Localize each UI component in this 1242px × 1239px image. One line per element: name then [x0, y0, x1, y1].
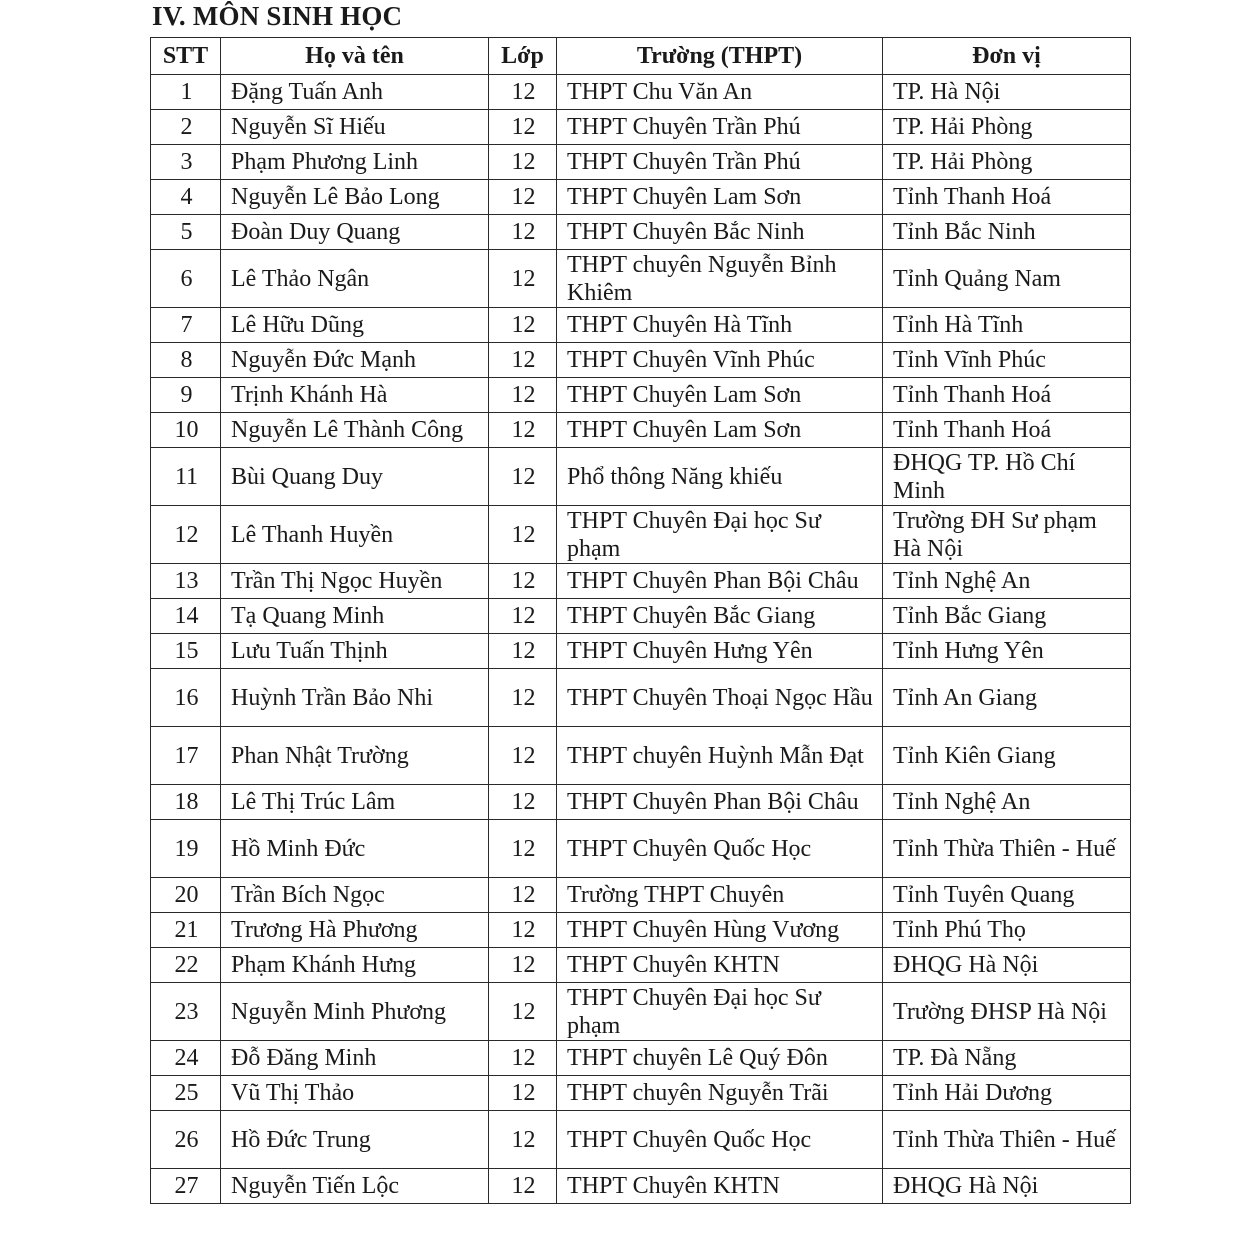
cell-stt: 4	[151, 180, 221, 215]
cell-school: THPT Chuyên Lam Sơn	[557, 413, 883, 448]
cell-unit: Tỉnh Bắc Giang	[883, 599, 1131, 634]
table-row	[151, 878, 1131, 913]
cell-stt: 1	[151, 75, 221, 110]
cell-school: THPT chuyên Lê Quý Đôn	[557, 1041, 883, 1076]
cell-unit: Tỉnh Thanh Hoá	[883, 413, 1131, 448]
cell-grade: 12	[489, 75, 557, 110]
table-row	[151, 727, 1131, 785]
cell-school: THPT chuyên Huỳnh Mẫn Đạt	[557, 727, 883, 785]
cell-school: THPT Chuyên Trần Phú	[557, 145, 883, 180]
cell-grade: 12	[489, 145, 557, 180]
cell-name: Nguyễn Minh Phương	[221, 983, 489, 1041]
student-list-table	[150, 37, 1131, 1204]
cell-unit: Tỉnh Quảng Nam	[883, 250, 1131, 308]
cell-grade: 12	[489, 727, 557, 785]
cell-grade: 12	[489, 785, 557, 820]
cell-name: Đỗ Đăng Minh	[221, 1041, 489, 1076]
cell-stt: 9	[151, 378, 221, 413]
cell-stt: 12	[151, 506, 221, 564]
cell-unit: Tỉnh Hải Dương	[883, 1076, 1131, 1111]
cell-name: Nguyễn Đức Mạnh	[221, 343, 489, 378]
cell-name: Lưu Tuấn Thịnh	[221, 634, 489, 669]
cell-grade: 12	[489, 1169, 557, 1204]
cell-name: Trương Hà Phương	[221, 913, 489, 948]
cell-stt: 15	[151, 634, 221, 669]
cell-school: THPT Chuyên Đại học Sư phạm	[557, 983, 883, 1041]
cell-school: THPT Chuyên Quốc Học	[557, 1111, 883, 1169]
cell-grade: 12	[489, 378, 557, 413]
cell-stt: 22	[151, 948, 221, 983]
cell-name: Phan Nhật Trường	[221, 727, 489, 785]
header-stt: STT	[151, 38, 221, 75]
cell-name: Trịnh Khánh Hà	[221, 378, 489, 413]
cell-grade: 12	[489, 215, 557, 250]
cell-unit: Tỉnh Tuyên Quang	[883, 878, 1131, 913]
header-grade: Lớp	[489, 38, 557, 75]
cell-grade: 12	[489, 948, 557, 983]
table-row	[151, 1169, 1131, 1204]
cell-school: THPT Chuyên KHTN	[557, 948, 883, 983]
cell-name: Lê Thanh Huyền	[221, 506, 489, 564]
cell-name: Đoàn Duy Quang	[221, 215, 489, 250]
cell-stt: 11	[151, 448, 221, 506]
cell-stt: 21	[151, 913, 221, 948]
cell-school: Phổ thông Năng khiếu	[557, 448, 883, 506]
cell-name: Phạm Phương Linh	[221, 145, 489, 180]
cell-name: Nguyễn Lê Bảo Long	[221, 180, 489, 215]
cell-grade: 12	[489, 1111, 557, 1169]
cell-stt: 23	[151, 983, 221, 1041]
cell-stt: 17	[151, 727, 221, 785]
cell-unit: Tỉnh Thanh Hoá	[883, 378, 1131, 413]
cell-stt: 13	[151, 564, 221, 599]
cell-school: THPT Chuyên Phan Bội Châu	[557, 785, 883, 820]
cell-school: THPT Chuyên Bắc Ninh	[557, 215, 883, 250]
cell-grade: 12	[489, 250, 557, 308]
table-row	[151, 413, 1131, 448]
cell-unit: Trường ĐHSP Hà Nội	[883, 983, 1131, 1041]
cell-school: THPT Chuyên Lam Sơn	[557, 180, 883, 215]
cell-unit: Tỉnh Phú Thọ	[883, 913, 1131, 948]
cell-school: THPT Chuyên Thoại Ngọc Hầu	[557, 669, 883, 727]
cell-school: THPT Chuyên Bắc Giang	[557, 599, 883, 634]
table-row	[151, 599, 1131, 634]
table-row	[151, 180, 1131, 215]
cell-name: Nguyễn Sĩ Hiếu	[221, 110, 489, 145]
cell-stt: 19	[151, 820, 221, 878]
cell-stt: 10	[151, 413, 221, 448]
cell-name: Phạm Khánh Hưng	[221, 948, 489, 983]
cell-grade: 12	[489, 448, 557, 506]
cell-stt: 7	[151, 308, 221, 343]
cell-unit: Tỉnh Thừa Thiên - Huế	[883, 1111, 1131, 1169]
table-row	[151, 215, 1131, 250]
cell-grade: 12	[489, 820, 557, 878]
cell-grade: 12	[489, 1041, 557, 1076]
table-row	[151, 110, 1131, 145]
cell-name: Lê Hữu Dũng	[221, 308, 489, 343]
cell-name: Nguyễn Lê Thành Công	[221, 413, 489, 448]
cell-school: THPT Chuyên KHTN	[557, 1169, 883, 1204]
table-row	[151, 564, 1131, 599]
cell-school: THPT Chu Văn An	[557, 75, 883, 110]
table-row	[151, 250, 1131, 308]
cell-unit: Tỉnh Nghệ An	[883, 564, 1131, 599]
cell-grade: 12	[489, 983, 557, 1041]
cell-name: Đặng Tuấn Anh	[221, 75, 489, 110]
section-title: IV. MÔN SINH HỌC	[152, 1, 403, 31]
table-row	[151, 145, 1131, 180]
cell-unit: Tỉnh Nghệ An	[883, 785, 1131, 820]
table-row	[151, 983, 1131, 1041]
cell-name: Trần Bích Ngọc	[221, 878, 489, 913]
cell-stt: 20	[151, 878, 221, 913]
cell-unit: Tỉnh Thanh Hoá	[883, 180, 1131, 215]
cell-stt: 14	[151, 599, 221, 634]
cell-name: Bùi Quang Duy	[221, 448, 489, 506]
cell-grade: 12	[489, 634, 557, 669]
header-unit: Đơn vị	[883, 38, 1131, 75]
cell-grade: 12	[489, 413, 557, 448]
cell-name: Lê Thị Trúc Lâm	[221, 785, 489, 820]
cell-school: THPT chuyên Nguyễn Bỉnh Khiêm	[557, 250, 883, 308]
cell-unit: ĐHQG Hà Nội	[883, 1169, 1131, 1204]
cell-grade: 12	[489, 878, 557, 913]
cell-stt: 18	[151, 785, 221, 820]
cell-unit: Trường ĐH Sư phạm Hà Nội	[883, 506, 1131, 564]
table-row	[151, 634, 1131, 669]
cell-unit: ĐHQG Hà Nội	[883, 948, 1131, 983]
cell-school: THPT Chuyên Hưng Yên	[557, 634, 883, 669]
cell-grade: 12	[489, 564, 557, 599]
cell-name: Trần Thị Ngọc Huyền	[221, 564, 489, 599]
cell-school: THPT Chuyên Hà Tĩnh	[557, 308, 883, 343]
cell-grade: 12	[489, 110, 557, 145]
cell-stt: 24	[151, 1041, 221, 1076]
cell-school: THPT Chuyên Hùng Vương	[557, 913, 883, 948]
cell-unit: Tỉnh Thừa Thiên - Huế	[883, 820, 1131, 878]
table-row	[151, 948, 1131, 983]
cell-unit: Tỉnh An Giang	[883, 669, 1131, 727]
cell-grade: 12	[489, 669, 557, 727]
cell-grade: 12	[489, 599, 557, 634]
cell-unit: Tỉnh Vĩnh Phúc	[883, 343, 1131, 378]
table-row	[151, 506, 1131, 564]
table-row	[151, 308, 1131, 343]
cell-unit: Tỉnh Hưng Yên	[883, 634, 1131, 669]
cell-unit: ĐHQG TP. Hồ Chí Minh	[883, 448, 1131, 506]
cell-unit: TP. Hải Phòng	[883, 110, 1131, 145]
cell-grade: 12	[489, 343, 557, 378]
cell-school: THPT Chuyên Vĩnh Phúc	[557, 343, 883, 378]
cell-name: Lê Thảo Ngân	[221, 250, 489, 308]
cell-school: THPT Chuyên Trần Phú	[557, 110, 883, 145]
cell-school: THPT Chuyên Đại học Sư phạm	[557, 506, 883, 564]
cell-school: THPT Chuyên Lam Sơn	[557, 378, 883, 413]
cell-stt: 25	[151, 1076, 221, 1111]
cell-school: THPT Chuyên Phan Bội Châu	[557, 564, 883, 599]
header-school: Trường (THPT)	[557, 38, 883, 75]
cell-name: Vũ Thị Thảo	[221, 1076, 489, 1111]
cell-school: Trường THPT Chuyên	[557, 878, 883, 913]
cell-grade: 12	[489, 308, 557, 343]
cell-name: Hồ Đức Trung	[221, 1111, 489, 1169]
cell-stt: 26	[151, 1111, 221, 1169]
cell-stt: 3	[151, 145, 221, 180]
cell-unit: TP. Hải Phòng	[883, 145, 1131, 180]
cell-name: Huỳnh Trần Bảo Nhi	[221, 669, 489, 727]
cell-unit: Tỉnh Kiên Giang	[883, 727, 1131, 785]
cell-school: THPT Chuyên Quốc Học	[557, 820, 883, 878]
cell-school: THPT chuyên Nguyễn Trãi	[557, 1076, 883, 1111]
table-row	[151, 378, 1131, 413]
header-name: Họ và tên	[221, 38, 489, 75]
table-row	[151, 448, 1131, 506]
cell-stt: 8	[151, 343, 221, 378]
table-row	[151, 820, 1131, 878]
cell-name: Tạ Quang Minh	[221, 599, 489, 634]
cell-grade: 12	[489, 180, 557, 215]
table-row	[151, 1041, 1131, 1076]
cell-unit: TP. Đà Nẵng	[883, 1041, 1131, 1076]
cell-stt: 16	[151, 669, 221, 727]
cell-unit: Tỉnh Hà Tĩnh	[883, 308, 1131, 343]
cell-unit: TP. Hà Nội	[883, 75, 1131, 110]
cell-stt: 27	[151, 1169, 221, 1204]
table-row	[151, 1076, 1131, 1111]
table-row	[151, 1111, 1131, 1169]
cell-unit: Tỉnh Bắc Ninh	[883, 215, 1131, 250]
table-row	[151, 75, 1131, 110]
table-row	[151, 343, 1131, 378]
table-row	[151, 785, 1131, 820]
cell-grade: 12	[489, 1076, 557, 1111]
cell-stt: 5	[151, 215, 221, 250]
table-row	[151, 669, 1131, 727]
header-row	[151, 38, 1131, 75]
cell-name: Nguyễn Tiến Lộc	[221, 1169, 489, 1204]
cell-name: Hồ Minh Đức	[221, 820, 489, 878]
cell-stt: 2	[151, 110, 221, 145]
cell-stt: 6	[151, 250, 221, 308]
cell-grade: 12	[489, 506, 557, 564]
cell-grade: 12	[489, 913, 557, 948]
table-row	[151, 913, 1131, 948]
